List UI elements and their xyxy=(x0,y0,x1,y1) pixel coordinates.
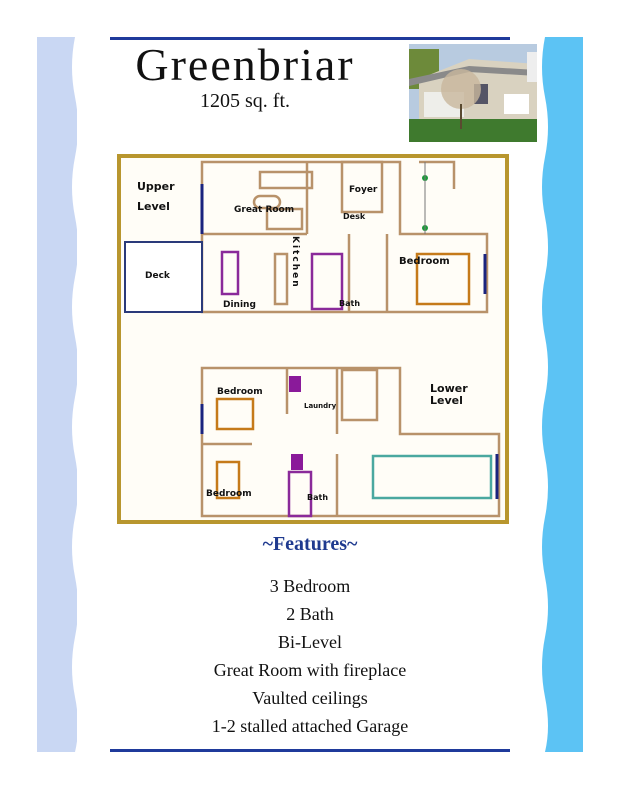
room-kitchen: Kitchen xyxy=(290,236,300,289)
left-decorative-wave-strip xyxy=(37,37,77,752)
upper-level-label-line1: Upper xyxy=(137,180,175,193)
room-laundry: Laundry xyxy=(304,402,337,410)
feature-item: Great Room with fireplace xyxy=(213,660,407,680)
feature-item: 1-2 stalled attached Garage xyxy=(211,716,409,736)
lower-level-label-line1: Lower xyxy=(430,382,468,395)
room-lower-bath: Bath xyxy=(307,493,329,502)
page-title: Greenbriar xyxy=(135,39,355,90)
feature-item: 3 Bedroom xyxy=(269,576,351,596)
feature-item: Bi-Level xyxy=(278,632,342,652)
room-great-room: Great Room xyxy=(234,205,295,215)
room-foyer: Foyer xyxy=(349,185,378,195)
bottom-divider xyxy=(110,749,510,752)
room-upper-bath: Bath xyxy=(339,299,361,308)
room-lower-bedroom-2: Bedroom xyxy=(206,489,252,499)
features-heading: ~Features~ xyxy=(262,533,358,555)
feature-item: 2 Bath xyxy=(286,604,334,624)
upper-level-label-line2: Level xyxy=(137,200,170,213)
room-deck: Deck xyxy=(145,271,170,281)
features-list xyxy=(110,572,510,740)
house-photo xyxy=(409,44,537,142)
right-decorative-wave-strip xyxy=(541,37,583,752)
square-footage: 1205 sq. ft. xyxy=(200,90,290,112)
lower-level-label-line2: Level xyxy=(430,394,463,407)
room-lower-bedroom-1: Bedroom xyxy=(217,387,263,397)
room-upper-bedroom: Bedroom xyxy=(399,256,450,267)
feature-item: Vaulted ceilings xyxy=(252,688,368,708)
room-dining: Dining xyxy=(223,300,256,310)
floor-plan xyxy=(117,154,509,524)
room-desk: Desk xyxy=(343,212,366,221)
